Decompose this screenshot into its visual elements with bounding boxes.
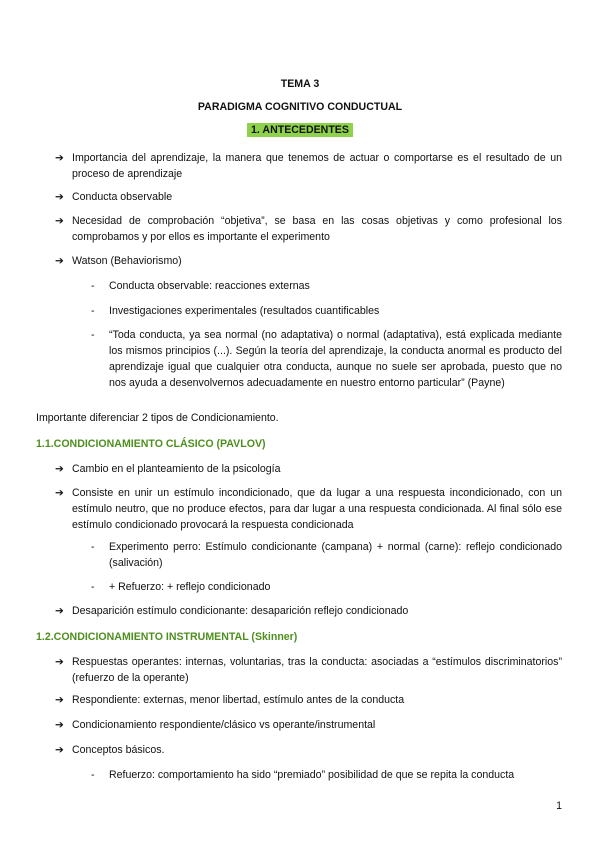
bullet-text: Importancia del aprendizaje, la manera que tenemos de actuar o comportarse es el resultado de un proceso de aprendizaje [72,152,562,180]
sub-item [91,579,562,595]
arrow-icon: ➔ [55,605,64,617]
arrow-icon: ➔ [55,255,64,267]
arrow-icon: ➔ [55,744,64,756]
bullet-item [55,150,562,182]
section-heading-antecedentes [0,124,600,136]
bullet-text: Respondiente: externas, menor libertad, estímulo antes de la conducta [72,694,405,706]
dash-bullet: - [91,329,95,341]
doc-subtitle: PARADIGMA COGNITIVO CONDUCTUAL [197,101,403,113]
doc-title: TEMA 3 [280,78,320,90]
arrow-icon: ➔ [55,191,64,203]
bullet-text: Condicionamiento respondiente/clásico vs operante/instrumental [72,719,376,731]
section-heading-clasico: 1.1.CONDICIONAMIENTO CLÁSICO (PAVLOV) [36,438,266,450]
section-heading-instrumental: 1.2.CONDICIONAMIENTO INSTRUMENTAL (Skinner) [36,631,298,643]
bullet-item [55,189,562,205]
sub-text: + Refuerzo: + reflejo condicionado [109,581,271,593]
arrow-icon: ➔ [55,694,64,706]
sub-item [91,303,562,319]
arrow-icon: ➔ [55,152,64,164]
bullet-item [55,485,562,533]
sub-text: Conducta observable: reacciones externas [109,280,310,292]
bullet-item [55,461,562,477]
dash-bullet: - [91,581,95,593]
bullet-text: Respuestas operantes: internas, voluntarias, tras la conducta: asociadas a “estímulos discriminatorios” (refuerzo de la operante) [72,656,562,684]
page-number: 1 [556,800,562,812]
bullet-item [55,253,562,269]
bullet-item [55,717,562,733]
bullet-text: Conceptos básicos. [72,744,165,756]
sub-text: Experimento perro: Estímulo condicionante (campana) + normal (carne): reflejo condicionado (salivación) [109,541,562,569]
dash-bullet: - [91,280,95,292]
dash-bullet: - [91,305,95,317]
bullet-item [55,692,562,708]
sub-text: “Toda conducta, ya sea normal (no adaptativa) o normal (adaptativa), está explicada mediante los mismos principios (...). Según la teoría del aprendizaje, la conducta anormal es producto del aprendizaje igual que cualquier otra conducta, aunque no suele ser aprobada, puesto que no nos ayuda a desenvolvernos adecuadamente en nuestro entorno particular” (Payne) [109,329,562,389]
arrow-icon: ➔ [55,719,64,731]
dash-bullet: - [91,769,95,781]
bullet-text: Consiste en unir un estímulo incondicionado, que da lugar a una respuesta incondicionado, con un estímulo neutro, que no produce efectos, para dar lugar a una respuesta condicionada. Al final sólo ese estímulo condicionado provocará la respuesta condicionada [72,487,562,531]
bullet-text: Conducta observable [72,191,173,203]
arrow-icon: ➔ [55,463,64,475]
arrow-icon: ➔ [55,656,64,668]
bullet-text: Necesidad de comprobación “objetiva”, se basa en las cosas objetivas y como profesional los comprobamos y por ellos es importante el experimento [72,215,562,243]
sub-item [91,278,562,294]
sub-item [91,767,562,783]
sub-item [91,539,562,571]
arrow-icon: ➔ [55,215,64,227]
bullet-item [55,603,562,619]
bullet-text: Desaparición estímulo condicionante: desaparición reflejo condicionado [72,605,409,617]
note-text: Importante diferenciar 2 tipos de Condicionamiento. [36,412,279,424]
sub-item [91,327,562,391]
bullet-item [55,742,562,758]
sub-text: Investigaciones experimentales (resultados cuantificables [109,305,380,317]
bullet-text: Cambio en el planteamiento de la psicología [72,463,281,475]
bullet-item [55,654,562,686]
bullet-item [55,213,562,245]
dash-bullet: - [91,541,95,553]
sub-text: Refuerzo: comportamiento ha sido “premiado” posibilidad de que se repita la conducta [109,769,515,781]
arrow-icon: ➔ [55,487,64,499]
highlighted-heading: 1. ANTECEDENTES [247,123,353,137]
bullet-text: Watson (Behaviorismo) [72,255,182,267]
